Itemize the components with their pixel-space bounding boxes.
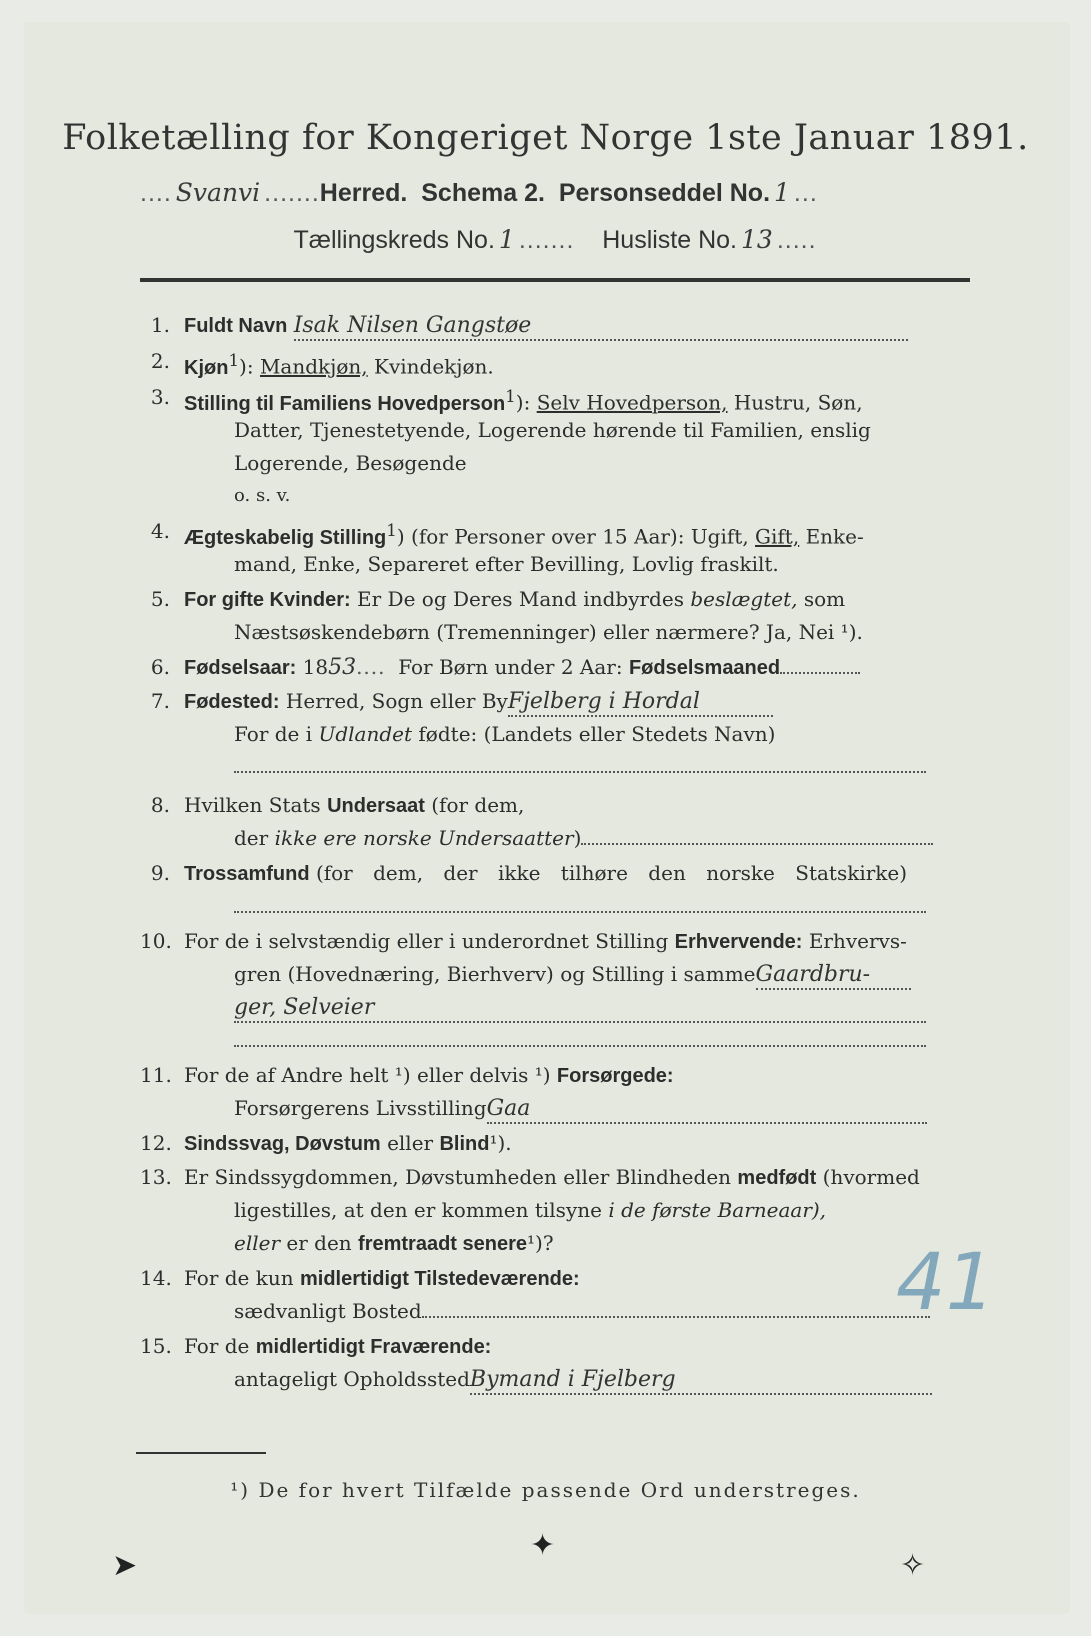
- q10-line-4: [234, 1027, 926, 1053]
- q13-line-3-a: er den: [286, 1231, 352, 1255]
- q13-number: 13.: [140, 1165, 172, 1189]
- q4-sup: 1: [386, 521, 397, 540]
- herred-value: Svanvi: [175, 178, 261, 207]
- q3-line-4: o. s. v.: [234, 485, 291, 506]
- q1-label: Fuldt Navn: [184, 315, 288, 337]
- q10-value-1: Gaardbru-: [755, 962, 871, 987]
- q13-line-2: [234, 1197, 826, 1223]
- q8-text: Hvilken Stats: [184, 793, 321, 817]
- q4-text: ) (for Personer over 15 Aar): Ugift,: [396, 524, 749, 549]
- q14-label: midlertidigt Tilstedeværende:: [299, 1268, 580, 1290]
- question-13: [140, 1164, 920, 1191]
- q13-label-2: fremtraadt senere: [358, 1233, 527, 1255]
- question-11: [140, 1062, 674, 1089]
- q4-number: 4.: [150, 519, 170, 543]
- q10-line-2-text: gren (Hovednæring, Bierhverv) og Stilling i samme: [234, 962, 756, 986]
- q7-text: Herred, Sogn eller By: [285, 689, 508, 713]
- q2-sep: ):: [239, 354, 254, 379]
- question-8: [140, 792, 524, 819]
- personseddel-value: 1: [774, 178, 790, 207]
- herred-label: Herred.: [319, 179, 408, 207]
- q4-line-2: mand, Enke, Separeret efter Bevilling, Lovlig fraskilt.: [234, 552, 779, 576]
- q8-text-2: (for dem,: [431, 793, 525, 817]
- q5-text: Er De og Deres Mand indbyrdes: [357, 587, 684, 611]
- q11-line-2: [234, 1095, 927, 1124]
- q2-sup: 1: [228, 351, 240, 370]
- corner-mark-left-icon: ➤: [112, 1548, 138, 1583]
- question-4: [140, 518, 864, 551]
- q14-number: 14.: [140, 1266, 172, 1290]
- q7-line-3: [234, 753, 926, 779]
- q10-value-2: ger, Selveier: [234, 995, 375, 1020]
- q5-line-2: Næstsøskendebørn (Tremenninger) eller nærmere? Ja, Nei ¹).: [234, 620, 863, 644]
- q3-sep: ):: [515, 390, 531, 415]
- q11-label: Forsørgede:: [556, 1065, 674, 1087]
- q11-line-2-text: Forsørgerens Livsstilling: [234, 1096, 487, 1120]
- q13-tail: ¹)?: [527, 1231, 554, 1255]
- husliste-value: 13: [741, 225, 773, 254]
- q5-label: For gifte Kvinder:: [184, 589, 351, 611]
- q5-number: 5.: [150, 587, 170, 611]
- q3-number: 3.: [150, 385, 170, 409]
- q8-line-2-italic: ikke ere norske Undersaatter: [274, 826, 574, 850]
- question-3: [140, 384, 863, 417]
- q10-number: 10.: [140, 929, 172, 953]
- q3-line-2: Datter, Tjenestetyende, Logerende hørende til Familien, enslig: [234, 418, 871, 442]
- q12-text: eller: [387, 1131, 434, 1155]
- q9-text: (for dem, der ikke tilhøre den norske Statskirke): [315, 861, 908, 885]
- q10-label: Erhvervende:: [674, 931, 803, 953]
- q8-line-2-b: ): [573, 826, 582, 850]
- q15-text: For de: [184, 1334, 250, 1358]
- q10-line-3: [234, 994, 926, 1023]
- q6-year-prefix: 18: [302, 655, 329, 679]
- q2-option-mandkjon: Mandkjøn,: [259, 354, 368, 379]
- q13-line-3: [234, 1230, 554, 1257]
- q15-number: 15.: [140, 1334, 172, 1358]
- q14-line-2-text: sædvanligt Bosted: [234, 1299, 422, 1323]
- question-1: [140, 312, 908, 341]
- q7-value: Fjelberg i Hordal: [507, 689, 700, 714]
- q7-line-2: [234, 721, 775, 747]
- q12-label: Sindssvag, Døvstum: [184, 1133, 381, 1155]
- q11-value: Gaa: [486, 1096, 531, 1121]
- q2-number: 2.: [150, 349, 170, 373]
- question-7: [140, 688, 773, 717]
- q4-label: Ægteskabelig Stilling: [184, 526, 387, 549]
- q7-line-2-a: For de i: [234, 722, 313, 746]
- q7-number: 7.: [150, 689, 170, 713]
- corner-mark-right-icon: ✧: [900, 1548, 926, 1583]
- q3-option-selv: Selv Hovedperson,: [536, 390, 728, 415]
- question-9: [140, 860, 907, 887]
- husliste-label: Husliste No.: [602, 226, 737, 254]
- stamp-mark: 41: [896, 1238, 996, 1328]
- q15-line-2-text: antageligt Opholdssted: [234, 1367, 470, 1391]
- q15-line-2: [234, 1366, 932, 1395]
- q11-text: For de af Andre helt ¹) eller delvis ¹): [184, 1063, 551, 1087]
- q14-text: For de kun: [184, 1266, 294, 1290]
- q3-sup: 1: [505, 387, 516, 406]
- question-10: [140, 928, 907, 955]
- q7-line-2-italic: Udlandet: [318, 722, 413, 746]
- q13-line-2-italic: i de første Barneaar),: [608, 1198, 827, 1222]
- q1-value: Isak Nilsen Gangstøe: [293, 313, 532, 338]
- q15-value: Bymand i Fjelberg: [469, 1367, 676, 1392]
- q12-number: 12.: [140, 1131, 172, 1155]
- q6-year-value: 53: [328, 655, 357, 680]
- question-6: 6. Fødselsaar: 1853.... For Børn under 2 Aar: Fødselsmaaned: [140, 654, 860, 681]
- q8-label: Undersaat: [327, 795, 425, 817]
- q8-number: 8.: [150, 793, 170, 817]
- q10-line-2: [234, 961, 911, 990]
- q5-text-end: som: [803, 587, 846, 611]
- q12-label-2: Blind: [439, 1133, 490, 1155]
- q6-label: Fødselsaar:: [184, 657, 297, 679]
- q12-tail: ¹).: [489, 1131, 512, 1155]
- q9-label: Trossamfund: [184, 863, 310, 885]
- q15-label: midlertidigt Fraværende:: [255, 1336, 492, 1358]
- taellingskreds-label: Tællingskreds No.: [293, 226, 495, 254]
- q4-text-2: Enke-: [805, 524, 864, 549]
- q11-number: 11.: [140, 1063, 172, 1087]
- question-12: [140, 1130, 512, 1157]
- q3-options-rest: Hustru, Søn,: [733, 390, 863, 415]
- question-14: [140, 1265, 580, 1292]
- q5-text-italic: beslægtet,: [690, 587, 798, 611]
- q7-line-2-b: fødte: (Landets eller Stedets Navn): [418, 722, 776, 746]
- q14-line-2: [234, 1298, 930, 1324]
- q13-text: Er Sindssygdommen, Døvstumheden eller Blindheden: [184, 1165, 732, 1189]
- q9-number: 9.: [150, 861, 170, 885]
- q10-text: For de i selvstændig eller i underordnet Stilling: [184, 929, 669, 953]
- q7-label: Fødested:: [184, 691, 280, 713]
- q8-line-2-a: der: [234, 826, 269, 850]
- q10-text-2: Erhvervs-: [808, 929, 907, 953]
- q2-label: Kjøn: [184, 356, 229, 379]
- q9-line-2: [234, 893, 926, 919]
- form-title: Folketælling for Kongeriget Norge 1ste Januar 1891.: [62, 118, 1029, 158]
- question-5: [140, 586, 845, 613]
- question-15: [140, 1333, 491, 1360]
- corner-mark-center-icon: ✦: [530, 1528, 556, 1563]
- q4-option-gift: Gift,: [755, 524, 800, 549]
- q13-label: medfødt: [737, 1167, 817, 1189]
- q8-line-2: [234, 825, 933, 851]
- q3-line-3: Logerende, Besøgende: [234, 451, 467, 475]
- q3-label: Stilling til Familiens Hovedperson: [184, 392, 506, 415]
- q13-line-2-a: ligestilles, at den er kommen tilsyne: [234, 1198, 602, 1222]
- q6-number: 6.: [150, 655, 170, 679]
- header-rule: [140, 278, 970, 282]
- question-2: [140, 348, 494, 381]
- q6-text: For Børn under 2 Aar:: [398, 655, 623, 679]
- schema-label: Schema 2.: [421, 179, 545, 207]
- q2-option-kvindekjon: Kvindekjøn.: [374, 354, 494, 379]
- q6-label-2: Fødselsmaaned: [628, 657, 781, 679]
- q13-line-3-italic: eller: [234, 1231, 281, 1255]
- footnote: ¹) De for hvert Tilfælde passende Ord understreges.: [230, 1478, 861, 1502]
- form-header-line: .... Svanvi .......Herred. Schema 2. Personseddel No. 1 ...: [140, 178, 818, 207]
- personseddel-label: Personseddel No.: [558, 179, 771, 207]
- q1-number: 1.: [150, 313, 170, 337]
- taellingskreds-value: 1: [498, 225, 515, 254]
- footnote-rule: [136, 1452, 266, 1454]
- q13-text-2: (hvormed: [822, 1165, 920, 1189]
- form-subheader-line: Tællingskreds No. 1 ....... Husliste No. 13 .....: [293, 225, 817, 254]
